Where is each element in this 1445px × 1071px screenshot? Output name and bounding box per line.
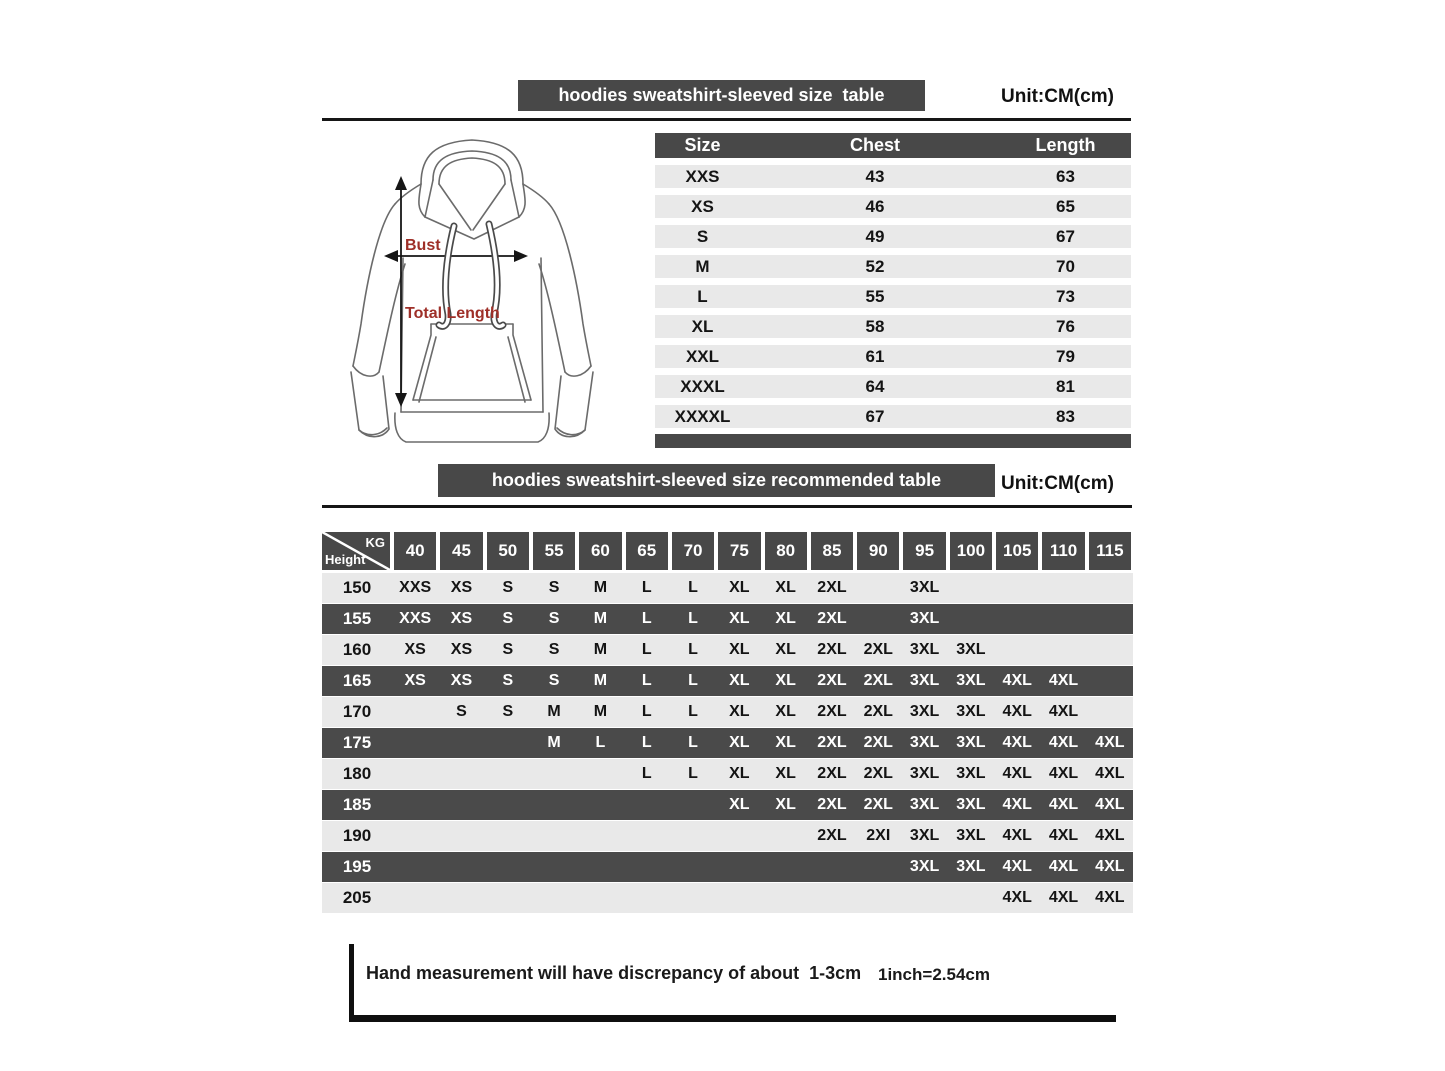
height-label: 170 bbox=[342, 702, 372, 721]
size-recommendation-cell: XL bbox=[775, 796, 796, 813]
height-label: 195 bbox=[342, 857, 372, 876]
size-recommendation-cell bbox=[809, 852, 855, 882]
size-recommendation-cell: L bbox=[641, 703, 652, 720]
divider-line-top bbox=[322, 118, 1131, 121]
size-recommendation-cell bbox=[716, 852, 762, 882]
size-recommendation-cell bbox=[485, 852, 531, 882]
size-recommendation-cell bbox=[485, 883, 531, 913]
size-recommendation-cell bbox=[485, 790, 531, 820]
size-recommendation-cell: 3XL bbox=[956, 734, 986, 751]
size-recommendation-cell: L bbox=[688, 579, 698, 596]
size-cell: XS bbox=[691, 196, 714, 216]
size-recommendation-cell: 4XL bbox=[1048, 889, 1079, 906]
weight-col-header: 95 bbox=[903, 532, 945, 570]
length-cell: 79 bbox=[1056, 346, 1075, 366]
size-recommendation-cell: XS bbox=[404, 641, 426, 658]
size-recommendation-cell: 2XL bbox=[817, 765, 847, 782]
size-recommendation-cell bbox=[994, 635, 1040, 665]
size-recommendation-cell bbox=[901, 883, 947, 913]
size-recommendation-cell: 4XL bbox=[1048, 765, 1079, 782]
size-recommendation-cell: 3XL bbox=[909, 610, 940, 627]
size-recommendation-cell bbox=[392, 790, 438, 820]
size-recommendation-cell bbox=[716, 883, 762, 913]
size-recommendation-cell: M bbox=[593, 641, 608, 658]
size-cell: XXL bbox=[685, 346, 720, 366]
chest-cell: 67 bbox=[865, 406, 885, 426]
size-recommendation-cell: XL bbox=[775, 610, 796, 627]
total-length-label: Total Length bbox=[405, 305, 500, 322]
size-recommendation-cell bbox=[1040, 604, 1086, 634]
size-recommendation-cell: 3XL bbox=[956, 827, 986, 844]
divider-line-middle bbox=[322, 505, 1132, 508]
size-recommendation-cell bbox=[392, 759, 438, 789]
size-cell: L bbox=[697, 286, 708, 306]
size-recommendation-cell bbox=[531, 883, 577, 913]
height-label: 190 bbox=[342, 826, 372, 845]
size-recommendation-cell bbox=[948, 573, 994, 603]
size-recommendation-cell: XL bbox=[775, 734, 796, 751]
size-table-unit-label: Unit:CM(cm) bbox=[1001, 86, 1114, 107]
recommended-table-title: hoodies sweatshirt-sleeved size recommended table bbox=[438, 464, 995, 497]
size-recommendation-cell bbox=[485, 821, 531, 851]
size-table-row bbox=[655, 285, 1131, 308]
size-recommendation-cell: S bbox=[502, 672, 514, 689]
size-table-row bbox=[655, 375, 1131, 398]
recommended-size-table bbox=[322, 532, 1133, 914]
size-recommendation-cell: 4XL bbox=[1002, 858, 1032, 875]
recommended-table-unit-label: Unit:CM(cm) bbox=[1001, 473, 1114, 494]
size-recommendation-cell: S bbox=[502, 641, 514, 658]
hoodie-measurement-diagram bbox=[333, 128, 611, 462]
recommended-table-row bbox=[322, 635, 1133, 666]
size-recommendation-cell: 2XL bbox=[863, 672, 893, 689]
size-recommendation-cell: XS bbox=[404, 672, 426, 689]
size-recommendation-cell: 3XL bbox=[909, 703, 940, 720]
size-recommendation-cell: L bbox=[641, 765, 652, 782]
size-table-row bbox=[655, 165, 1131, 188]
size-table-row bbox=[655, 255, 1131, 278]
size-recommendation-cell: XL bbox=[729, 610, 750, 627]
size-recommendation-cell: L bbox=[688, 734, 698, 751]
size-recommendation-cell: L bbox=[688, 641, 698, 658]
footer-bottom-bar bbox=[349, 1015, 1116, 1022]
size-recommendation-cell: 4XL bbox=[1095, 796, 1125, 813]
size-recommendation-cell: L bbox=[688, 672, 698, 689]
size-recommendation-cell bbox=[531, 790, 577, 820]
footer-left-bar bbox=[349, 944, 354, 1022]
size-recommendation-cell: XL bbox=[729, 765, 750, 782]
chest-cell: 52 bbox=[865, 256, 885, 276]
size-recommendation-cell: 2XL bbox=[817, 641, 847, 658]
weight-col-header: 100 bbox=[950, 532, 992, 570]
bust-label: Bust bbox=[405, 237, 441, 254]
size-recommendation-cell: L bbox=[641, 579, 652, 596]
size-recommendation-cell: 3XL bbox=[909, 765, 940, 782]
weight-col-header: 110 bbox=[1042, 532, 1084, 570]
length-cell: 73 bbox=[1056, 286, 1075, 306]
chest-cell: 46 bbox=[865, 196, 885, 216]
recommended-table-row bbox=[322, 790, 1133, 821]
size-recommendation-cell bbox=[1087, 697, 1133, 727]
size-recommendation-cell: 2XL bbox=[863, 641, 893, 658]
height-label: 150 bbox=[342, 578, 372, 597]
size-recommendation-cell: 4XL bbox=[1002, 734, 1032, 751]
size-recommendation-cell bbox=[855, 852, 901, 882]
size-recommendation-cell: 3XL bbox=[956, 858, 986, 875]
size-cell: XXXL bbox=[680, 376, 725, 396]
size-recommendation-cell: XL bbox=[729, 672, 750, 689]
size-recommendation-cell: XL bbox=[775, 641, 796, 658]
size-recommendation-cell bbox=[994, 604, 1040, 634]
size-recommendation-cell: M bbox=[547, 703, 561, 720]
height-axis-label: Height bbox=[325, 552, 366, 567]
size-table-title: hoodies sweatshirt-sleeved size table bbox=[518, 80, 925, 111]
size-recommendation-cell: M bbox=[593, 672, 608, 689]
size-recommendation-cell: L bbox=[641, 610, 652, 627]
weight-col-header: 55 bbox=[533, 532, 575, 570]
recommended-table-row bbox=[322, 852, 1133, 883]
length-cell: 70 bbox=[1056, 256, 1075, 276]
size-recommendation-cell: M bbox=[547, 734, 561, 751]
size-recommendation-cell bbox=[948, 883, 994, 913]
size-recommendation-cell bbox=[1087, 666, 1133, 696]
size-cell: XXXXL bbox=[674, 406, 731, 426]
weight-col-header: 70 bbox=[672, 532, 714, 570]
corner-cell bbox=[322, 532, 390, 570]
weight-col-header: 50 bbox=[487, 532, 529, 570]
size-recommendation-cell bbox=[855, 883, 901, 913]
size-recommendation-cell: 2XL bbox=[817, 827, 847, 844]
chest-cell: 61 bbox=[865, 346, 885, 366]
size-cell: XL bbox=[691, 316, 714, 336]
recommended-table-row bbox=[322, 697, 1133, 728]
size-recommendation-cell: XS bbox=[450, 641, 473, 658]
size-recommendation-cell: 4XL bbox=[1048, 672, 1079, 689]
size-recommendation-cell bbox=[531, 852, 577, 882]
height-label: 165 bbox=[342, 671, 372, 690]
size-recommendation-cell: 4XL bbox=[1002, 703, 1032, 720]
size-recommendation-cell bbox=[1087, 573, 1133, 603]
size-recommendation-cell: S bbox=[548, 579, 560, 596]
chest-cell: 64 bbox=[865, 376, 885, 396]
size-recommendation-cell: S bbox=[548, 641, 560, 658]
size-recommendation-cell: 4XL bbox=[1095, 734, 1125, 751]
size-recommendation-cell: 3XL bbox=[909, 672, 940, 689]
size-recommendation-cell: S bbox=[502, 703, 514, 720]
height-label: 160 bbox=[342, 640, 372, 659]
length-cell: 76 bbox=[1056, 316, 1075, 336]
hood-outline bbox=[421, 140, 523, 184]
size-recommendation-cell: 2XL bbox=[817, 703, 847, 720]
size-recommendation-cell: L bbox=[688, 610, 698, 627]
recommended-table-row bbox=[322, 821, 1133, 852]
length-cell: 81 bbox=[1056, 376, 1075, 396]
size-recommendation-cell: L bbox=[595, 734, 606, 751]
size-recommendation-cell: L bbox=[641, 734, 652, 751]
size-recommendation-cell: 2XL bbox=[863, 734, 893, 751]
size-recommendation-cell: XL bbox=[775, 703, 796, 720]
recommended-table-row bbox=[322, 883, 1133, 914]
size-recommendation-cell: 4XL bbox=[1048, 796, 1079, 813]
size-recommendation-cell bbox=[809, 883, 855, 913]
size-recommendation-cell bbox=[670, 821, 716, 851]
recommended-table-row bbox=[322, 728, 1133, 759]
weight-col-header: 85 bbox=[811, 532, 853, 570]
length-cell: 65 bbox=[1056, 196, 1075, 216]
weight-col-header: 105 bbox=[996, 532, 1038, 570]
size-recommendation-cell bbox=[1087, 635, 1133, 665]
size-recommendation-cell: 4XL bbox=[1048, 858, 1079, 875]
weight-col-header: 65 bbox=[626, 532, 668, 570]
size-recommendation-cell: XL bbox=[729, 703, 750, 720]
size-recommendation-cell: XL bbox=[729, 796, 750, 813]
weight-col-header: 60 bbox=[579, 532, 621, 570]
size-recommendation-cell: 3XL bbox=[956, 796, 986, 813]
size-recommendation-cell: 3XL bbox=[909, 796, 940, 813]
size-recommendation-cell: L bbox=[688, 765, 698, 782]
length-cell: 67 bbox=[1056, 226, 1075, 246]
size-recommendation-cell bbox=[577, 852, 623, 882]
size-recommendation-cell: 3XL bbox=[956, 672, 986, 689]
height-label: 175 bbox=[342, 733, 372, 752]
size-recommendation-cell: 3XL bbox=[956, 703, 986, 720]
size-recommendation-cell bbox=[392, 821, 438, 851]
size-recommendation-cell bbox=[577, 790, 623, 820]
chest-cell: 43 bbox=[865, 166, 885, 186]
size-recommendation-cell bbox=[855, 573, 901, 603]
size-recommendation-cell bbox=[948, 604, 994, 634]
chest-cell: 58 bbox=[865, 316, 885, 336]
size-recommendation-cell: S bbox=[502, 610, 514, 627]
height-label: 155 bbox=[342, 609, 372, 628]
size-recommendation-cell: 4XL bbox=[1048, 734, 1079, 751]
size-recommendation-cell bbox=[392, 852, 438, 882]
weight-col-header: 80 bbox=[765, 532, 807, 570]
size-recommendation-cell: L bbox=[641, 672, 652, 689]
size-recommendation-cell bbox=[763, 852, 809, 882]
size-recommendation-cell bbox=[624, 790, 670, 820]
size-recommendation-cell bbox=[392, 697, 438, 727]
length-cell: 63 bbox=[1056, 166, 1075, 186]
size-recommendation-cell bbox=[577, 821, 623, 851]
size-table-row bbox=[655, 195, 1131, 218]
chest-cell: 55 bbox=[865, 286, 885, 306]
size-recommendation-cell: 3XL bbox=[909, 734, 940, 751]
size-table-header-row bbox=[655, 133, 1131, 158]
size-recommendation-cell: 2XL bbox=[817, 672, 847, 689]
size-recommendation-cell: 4XL bbox=[1095, 858, 1125, 875]
size-recommendation-cell bbox=[855, 604, 901, 634]
recommended-table-row bbox=[322, 604, 1133, 635]
size-recommendation-cell bbox=[670, 883, 716, 913]
length-cell: 83 bbox=[1056, 406, 1075, 426]
weight-header-row bbox=[322, 532, 1133, 570]
weight-col-header: 75 bbox=[718, 532, 760, 570]
size-recommendation-cell bbox=[624, 883, 670, 913]
size-recommendation-cell bbox=[438, 821, 484, 851]
size-recommendation-cell: XXS bbox=[399, 579, 432, 596]
size-recommendation-cell: 2XL bbox=[817, 579, 847, 596]
size-recommendation-cell: 3XL bbox=[909, 579, 940, 596]
size-recommendation-cell: 2XL bbox=[863, 765, 893, 782]
kg-label: KG bbox=[365, 535, 385, 550]
size-recommendation-cell: 2XL bbox=[863, 796, 893, 813]
chest-cell: 49 bbox=[865, 226, 885, 246]
size-recommendation-cell: 2XI bbox=[866, 827, 891, 844]
size-recommendation-cell: M bbox=[593, 703, 608, 720]
size-cell: XXS bbox=[685, 166, 720, 186]
size-recommendation-cell: 4XL bbox=[1048, 703, 1079, 720]
weight-col-header: 115 bbox=[1089, 532, 1131, 570]
size-recommendation-cell bbox=[438, 883, 484, 913]
size-recommendation-cell: S bbox=[456, 703, 467, 720]
size-recommendation-cell bbox=[577, 883, 623, 913]
size-recommendation-cell bbox=[577, 759, 623, 789]
size-recommendation-cell: XS bbox=[450, 672, 473, 689]
size-recommendation-cell: XL bbox=[775, 579, 796, 596]
size-recommendation-cell: 3XL bbox=[956, 641, 986, 658]
size-table-row bbox=[655, 315, 1131, 338]
size-recommendation-cell: XL bbox=[775, 765, 796, 782]
size-recommendation-cell bbox=[1087, 604, 1133, 634]
size-recommendation-cell: XS bbox=[450, 610, 473, 627]
measurement-discrepancy-note: Hand measurement will have discrepancy of about 1-3cm bbox=[366, 963, 862, 983]
size-recommendation-cell: 4XL bbox=[1095, 827, 1125, 844]
size-recommendation-cell: 3XL bbox=[909, 858, 940, 875]
height-label: 185 bbox=[342, 795, 372, 814]
size-recommendation-cell: 2XL bbox=[863, 703, 893, 720]
weight-col-header: 40 bbox=[394, 532, 436, 570]
size-recommendation-cell: S bbox=[548, 610, 560, 627]
size-recommendation-cell bbox=[438, 728, 484, 758]
inch-conversion-note: 1inch=2.54cm bbox=[878, 965, 990, 984]
weight-col-header: 90 bbox=[857, 532, 899, 570]
size-table-bottom-bar bbox=[655, 434, 1131, 448]
size-recommendation-cell: 2XL bbox=[817, 734, 847, 751]
size-cell: S bbox=[696, 226, 709, 246]
size-recommendation-cell: 4XL bbox=[1048, 827, 1079, 844]
size-table-col-header: Length bbox=[1035, 135, 1096, 155]
size-recommendation-cell: 4XL bbox=[1002, 765, 1032, 782]
size-table-col-header: Size bbox=[684, 135, 721, 155]
size-table-col-header: Chest bbox=[849, 135, 900, 155]
size-recommendation-cell bbox=[438, 759, 484, 789]
size-recommendation-cell: XL bbox=[729, 579, 750, 596]
size-recommendation-cell: XXS bbox=[399, 610, 432, 627]
size-table-row bbox=[655, 225, 1131, 248]
size-cell: M bbox=[695, 256, 710, 276]
weight-col-header: 45 bbox=[440, 532, 482, 570]
size-recommendation-cell: 4XL bbox=[1002, 889, 1032, 906]
size-recommendation-cell bbox=[392, 728, 438, 758]
recommended-table-row bbox=[322, 759, 1133, 790]
size-recommendation-cell bbox=[670, 852, 716, 882]
size-recommendation-cell: M bbox=[593, 579, 608, 596]
size-recommendation-cell bbox=[716, 821, 762, 851]
size-recommendation-cell: 3XL bbox=[956, 765, 986, 782]
size-table-row bbox=[655, 405, 1131, 428]
size-recommendation-cell: XL bbox=[775, 672, 796, 689]
size-recommendation-cell: L bbox=[641, 641, 652, 658]
size-recommendation-cell bbox=[763, 821, 809, 851]
size-recommendation-cell bbox=[670, 790, 716, 820]
size-recommendation-cell: M bbox=[593, 610, 608, 627]
size-recommendation-cell: 4XL bbox=[1002, 827, 1032, 844]
size-recommendation-cell bbox=[531, 759, 577, 789]
size-recommendation-cell bbox=[994, 573, 1040, 603]
size-recommendation-cell: 2XL bbox=[817, 610, 847, 627]
recommended-table-row bbox=[322, 573, 1133, 604]
size-recommendation-cell: XL bbox=[729, 641, 750, 658]
size-recommendation-cell bbox=[624, 852, 670, 882]
size-recommendation-cell: 3XL bbox=[909, 641, 940, 658]
size-recommendation-cell: 2XL bbox=[817, 796, 847, 813]
size-recommendation-cell bbox=[438, 852, 484, 882]
size-recommendation-cell bbox=[531, 821, 577, 851]
recommended-table-row bbox=[322, 666, 1133, 697]
size-recommendation-cell bbox=[763, 883, 809, 913]
height-label: 180 bbox=[342, 764, 372, 783]
size-recommendation-cell bbox=[485, 728, 531, 758]
size-recommendation-cell: 4XL bbox=[1002, 672, 1032, 689]
size-table bbox=[655, 133, 1131, 448]
size-recommendation-cell bbox=[438, 790, 484, 820]
size-recommendation-cell: XS bbox=[450, 579, 473, 596]
height-label: 205 bbox=[342, 888, 372, 907]
size-recommendation-cell: XL bbox=[729, 734, 750, 751]
size-recommendation-cell bbox=[624, 821, 670, 851]
size-recommendation-cell bbox=[485, 759, 531, 789]
size-recommendation-cell bbox=[1040, 635, 1086, 665]
size-recommendation-cell bbox=[1040, 573, 1086, 603]
size-recommendation-cell bbox=[392, 883, 438, 913]
size-recommendation-cell: 4XL bbox=[1002, 796, 1032, 813]
size-recommendation-cell: S bbox=[548, 672, 560, 689]
size-table-row bbox=[655, 345, 1131, 368]
size-recommendation-cell: 3XL bbox=[909, 827, 940, 844]
size-recommendation-cell: 4XL bbox=[1095, 889, 1125, 906]
size-recommendation-cell: 4XL bbox=[1095, 765, 1125, 782]
size-recommendation-cell: S bbox=[502, 579, 514, 596]
size-recommendation-cell: L bbox=[688, 703, 698, 720]
